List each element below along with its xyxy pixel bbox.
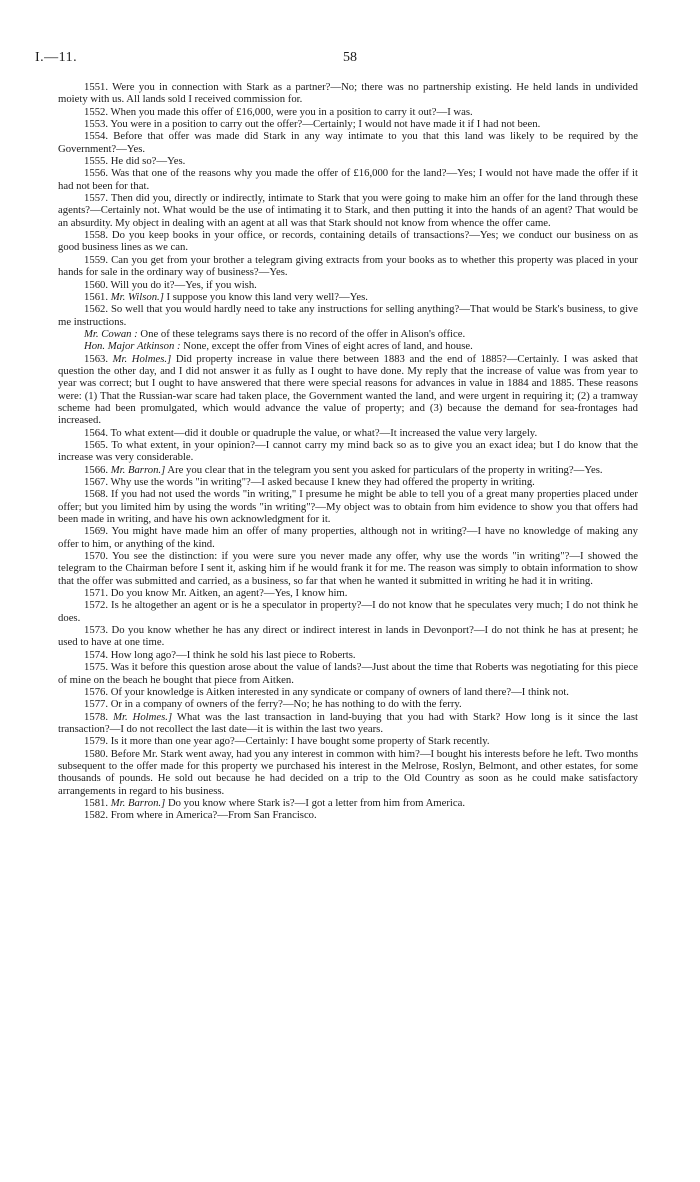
evidence-paragraph bbox=[58, 550, 638, 587]
paragraph-text: 1564. To what extent—did it double or quadruple the value, or what?—It increased the value very largely. bbox=[84, 426, 538, 439]
question-number: 1561. bbox=[84, 290, 111, 303]
evidence-paragraph bbox=[58, 686, 638, 698]
speaker-name: Mr. Wilson.] bbox=[110, 290, 164, 303]
paragraph-text: 1576. Of your knowledge is Aitken interested in any syndicate or company of owners of land there?—I think not. bbox=[84, 685, 569, 698]
evidence-paragraph bbox=[58, 427, 638, 439]
evidence-paragraph bbox=[58, 254, 638, 279]
paragraph-text: Did property increase in value there between 1883 and the end of 1885?—Certainly. I was asked that question the other day, and I did not answer it as fully as I ought to have done. My reply that the increase of value was from year to year was correct; but I ought to have answered that there were special reasons for advances in value in 1884 and 1885. These reasons were: (1) That the Russian-war scare had taken place, the Government wanted the land, and were urgent in requiring it; (2) a tramway scheme had been promulgated, which would advance the value of property; and (3) because the demand for sea-frontages had increased. bbox=[58, 352, 638, 427]
paragraph-text: 1582. From where in America?—From San Francisco. bbox=[84, 809, 317, 822]
paragraph-text: 1579. Is it more than one year ago?—Certainly: I have bought some property of Stark recently. bbox=[84, 735, 490, 748]
paragraph-text: 1580. Before Mr. Stark went away, had you any interest in common with him?—I bought his interests before he left. Two months subsequent to the offer made for this property we purchased his interest in the Melrose, Roslyn, Belmont, and other estates, for some thousands of pounds. He sold out because he had decided on a trip to the Old Country as soon as he could make satisfactory arrangements in regard to his business. bbox=[58, 747, 638, 797]
evidence-paragraph bbox=[58, 698, 638, 710]
page-header bbox=[35, 50, 665, 70]
paragraph-text: 1557. Then did you, directly or indirectly, intimate to Stark that you were going to make him an offer for the land through these agents?—Certainly not. What would be the use of intimating it to Stark, and then putting it into the hands of an agent? That would be an absurdity. My object in dealing with an agent at all was that Stark should not know from whence the offer came. bbox=[58, 192, 638, 229]
evidence-paragraph bbox=[58, 624, 638, 649]
paragraph-text: 1569. You might have made him an offer of many properties, although not in writing?—I have no knowledge of making any offer to him, or anything of the kind. bbox=[58, 525, 638, 550]
paragraph-text: 1562. So well that you would hardly need to take any instructions for selling anything?—That would be Stark's business, to give me instructions. bbox=[58, 303, 638, 328]
evidence-paragraph bbox=[58, 291, 638, 303]
evidence-paragraph bbox=[58, 81, 638, 106]
question-number: 1578. bbox=[84, 710, 114, 723]
question-number: 1566. bbox=[84, 463, 111, 476]
paragraph-text: 1555. He did so?—Yes. bbox=[84, 155, 186, 168]
question-number: 1563. bbox=[84, 352, 113, 365]
paragraph-text: Do you know where Stark is?—I got a letter from him from America. bbox=[167, 796, 466, 809]
evidence-paragraph bbox=[58, 192, 638, 229]
speaker-name: Mr. Barron.] bbox=[110, 463, 166, 476]
evidence-paragraph bbox=[58, 118, 638, 130]
evidence-paragraph bbox=[58, 464, 638, 476]
evidence-paragraph bbox=[58, 130, 638, 155]
evidence-paragraph bbox=[58, 735, 638, 747]
evidence-paragraph bbox=[58, 106, 638, 118]
paragraph-text: 1565. To what extent, in your opinion?—I cannot carry my mind back so as to give you an exact idea; but I do know that the increase was very considerable. bbox=[58, 438, 638, 464]
paragraph-text: 1567. Why use the words "in writing"?—I asked because I knew they had offered the property in writing. bbox=[84, 476, 535, 488]
evidence-paragraph bbox=[58, 155, 638, 167]
evidence-paragraph bbox=[58, 649, 638, 661]
paragraph-text: 1553. You were in a position to carry out the offer?—Certainly; I would not have made it if I had not been. bbox=[84, 118, 541, 131]
evidence-paragraph bbox=[58, 525, 638, 550]
evidence-paragraph bbox=[58, 167, 638, 192]
speaker-name: Mr. Holmes.] bbox=[113, 710, 173, 723]
report-reference: I.—11. bbox=[35, 50, 78, 65]
speaker-name: Mr. Holmes.] bbox=[112, 352, 172, 365]
paragraph-text: 1571. Do you know Mr. Aitken, an agent?—Yes, I know him. bbox=[84, 587, 348, 600]
paragraph-text: 1551. Were you in connection with Stark as a partner?—No; there was no partnership existing. He held lands in undivided moiety with us. All lands sold I received commission for. bbox=[58, 81, 638, 106]
evidence-paragraph bbox=[58, 439, 638, 464]
evidence-paragraph bbox=[58, 488, 638, 525]
paragraph-text: What was the last transaction in land-buying that you had with Stark? How long is it since the last transaction?—I do not recollect the last date—it is within the last two years. bbox=[58, 710, 639, 735]
evidence-paragraph bbox=[58, 229, 638, 254]
paragraph-text: I suppose you know this land very well?—Yes. bbox=[166, 290, 368, 303]
evidence-paragraph bbox=[58, 353, 638, 427]
paragraph-text: 1572. Is he altogether an agent or is he a speculator in property?—I do not know that he speculates very much; I do not think he does. bbox=[58, 599, 638, 624]
evidence-paragraph bbox=[58, 748, 638, 797]
paragraph-text: 1568. If you had not used the words "in writing," I presume he might be able to tell you of a great many properties placed under offer; but you limited him by using the words "in writing"?—My object was to obtain from him evidence to show you that offers had been made in writing, and have his own acknowledgment for it. bbox=[58, 488, 638, 526]
evidence-transcript bbox=[58, 81, 638, 822]
speaker-name: Mr. Cowan : bbox=[84, 327, 138, 340]
evidence-paragraph bbox=[58, 661, 638, 686]
paragraph-text: 1558. Do you keep books in your office, or records, containing details of transactions?—Yes; we conduct our business on as good business lines as we can. bbox=[58, 229, 638, 254]
evidence-paragraph bbox=[58, 476, 638, 488]
paragraph-text: 1560. Will you do it?—Yes, if you wish. bbox=[84, 278, 257, 291]
evidence-paragraph bbox=[58, 303, 638, 328]
paragraph-text: None, except the offer from Vines of eight acres of land, and house. bbox=[183, 340, 473, 353]
evidence-paragraph bbox=[58, 711, 638, 736]
paragraph-text: 1552. When you made this offer of £16,000, were you in a position to carry it out?—I was. bbox=[84, 105, 473, 118]
paragraph-text: 1577. Or in a company of owners of the ferry?—No; he has nothing to do with the ferry. bbox=[84, 698, 462, 711]
paragraph-text: 1554. Before that offer was made did Stark in any way intimate to you that this land was likely to be required by the Government?—Yes. bbox=[58, 130, 638, 155]
paragraph-text: 1574. How long ago?—I think he sold his last piece to Roberts. bbox=[84, 648, 356, 661]
evidence-paragraph bbox=[58, 279, 638, 291]
speaker-name: Mr. Barron.] bbox=[110, 796, 166, 809]
evidence-paragraph bbox=[58, 599, 638, 624]
evidence-paragraph bbox=[58, 797, 638, 809]
speaker-name: Hon. Major Atkinson : bbox=[84, 340, 181, 353]
paragraph-text: 1556. Was that one of the reasons why you made the offer of £16,000 for the land?—Yes; I would not have made the offer if it had not been for that. bbox=[58, 167, 638, 192]
question-number: 1581. bbox=[84, 796, 111, 809]
paragraph-text: 1559. Can you get from your brother a telegram giving extracts from your books as to whether this property was placed in your hands for sale in the ordinary way of business?—Yes. bbox=[58, 253, 638, 279]
paragraph-text: Are you clear that in the telegram you sent you asked for particulars of the property in writing?—Yes. bbox=[167, 463, 603, 476]
evidence-paragraph bbox=[58, 587, 638, 599]
evidence-paragraph bbox=[58, 340, 638, 352]
paragraph-text: 1573. Do you know whether he has any direct or indirect interest in lands in Devonport?—I do not think he has at present; he used to have at one time. bbox=[58, 624, 638, 649]
paragraph-text: 1575. Was it before this question arose about the value of lands?—Just about the time that Roberts was negotiating for this piece of mine on the beach he bought that piece from Aitken. bbox=[58, 661, 638, 686]
paragraph-text: One of these telegrams says there is no record of the offer in Alison's office. bbox=[140, 327, 466, 340]
evidence-paragraph bbox=[58, 809, 638, 821]
paragraph-text: 1570. You see the distinction: if you were sure you never made any offer, why use the words "in writing"?—I showed the telegram to the Chairman before I sent it, asking him if he would frank it for me. The reason was simply to obtain information to show that the offer was submitted and carried, as a business, so far that when he wanted it submitted in writing he had it in writing. bbox=[58, 550, 638, 587]
page-number: 58 bbox=[343, 50, 357, 65]
evidence-paragraph bbox=[58, 328, 638, 340]
